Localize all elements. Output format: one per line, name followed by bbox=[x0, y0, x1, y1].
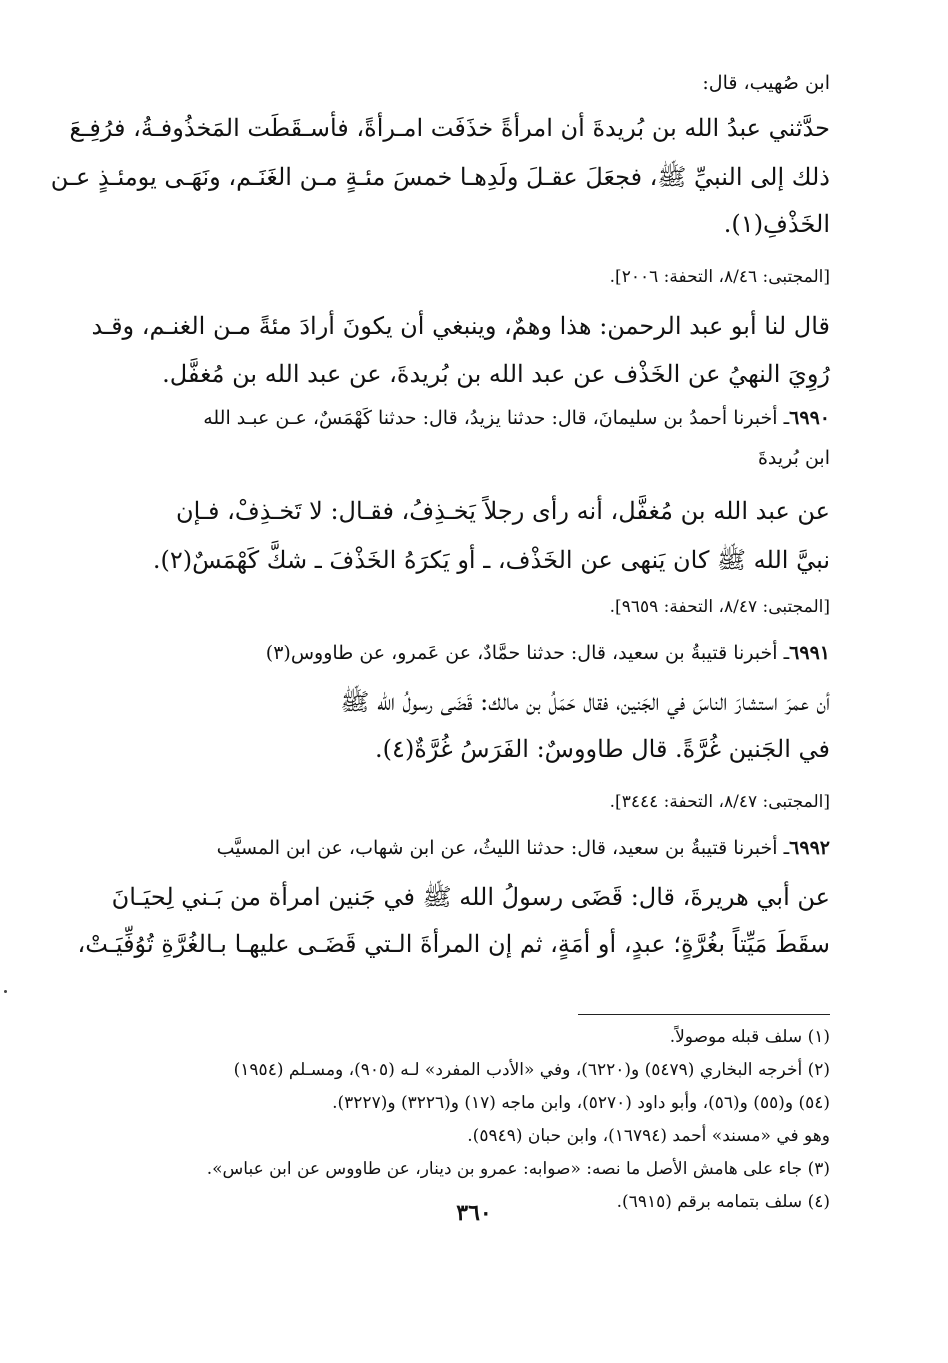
text-line: رُوِيَ النهيُ عن الخَذْف عن عبد الله بن بُريدةَ، عن عبد الله بن مُغفَّل. bbox=[162, 360, 830, 388]
scan-speck bbox=[4, 990, 7, 993]
text-line: عن أبي هريرةَ، قال: قَضَى رسولُ الله ﷺ في جَنين امرأة من بَـني لِحيَـانَ bbox=[111, 883, 830, 911]
text-line: سقَطَ مَيِّتاً بغُرَّةٍ؛ عبدٍ، أو أمَةٍ، ثم إن المرأةَ الـتي قَضَـى عليهـا بـالغُرَّةِ تُوُفِّيَـتْ، bbox=[77, 930, 830, 958]
text-line: ذلك إلى النبيِّ ﷺ، فجعَلَ عقـلَ ولَدِهـا خمسَ مئـةٍ مـن الغَنَـم، ونَهَـى يومئـذٍ عـن bbox=[50, 163, 830, 191]
text-line: عن عبد الله بن مُغفَّل، أنه رأى رجلاً يَخـذِفُ، فقـال: لا تَخـذِفْ، فـإن bbox=[176, 497, 830, 525]
footnote: (١) سلف قبله موصولاً. bbox=[669, 1027, 830, 1047]
page-number: ٣٦٠ bbox=[456, 1200, 492, 1226]
text-line: ابن صُهيب، قال: bbox=[702, 72, 830, 94]
hadith-chain-6991: ٦٩٩١ـ أخبرنا قتيبةُ بن سعيد، قال: حدثنا حمَّادٌ، عن عَمرو، عن طاووس(٣) bbox=[265, 642, 830, 664]
text-line: حدَّثني عبدُ الله بن بُريدةَ أن امرأةً خذَفَت امـرأةً، فأسـقَطَت المَخذُوفـةُ، فرُفِـعَ bbox=[69, 114, 830, 142]
hadith-chain-6990: ٦٩٩٠ـ أخبرنا أحمدُ بن سليمانَ، قال: حدثنا يزيدُ، قال: حدثنا كَهْمَسٌ، عـن عبـد الله bbox=[203, 407, 830, 429]
footnote: (٥٤) و(٥٥) و(٥٦)، وأبو داود (٥٢٧٠)، وابن ماجه (١٧) و(٣٢٢٦) و(٣٢٢٧). bbox=[332, 1093, 830, 1113]
source-reference: [المجتبى: ٨/٤٧، التحفة: ٣٤٤٤]. bbox=[609, 792, 830, 812]
hadith-number: ٦٩٩١ bbox=[789, 642, 830, 664]
source-reference: [المجتبى: ٨/٤٧، التحفة: ٩٦٥٩]. bbox=[609, 597, 830, 617]
footnote-separator bbox=[578, 1014, 830, 1015]
footnote: (٤) سلف بتمامه برقم (٦٩١٥). bbox=[616, 1192, 830, 1212]
text-line: في الجَنين غُرَّةً. قال طاووسٌ: الفَرَسُ غُرَّةٌ(٤). bbox=[375, 735, 830, 763]
text-line: قال لنا أبو عبد الرحمن: هذا وهمٌ، وينبغي أن يكونَ أرادَ مئةً مـن الغنـم، وقـد bbox=[91, 312, 830, 340]
text-line: ابن بُريدةَ bbox=[757, 447, 830, 469]
text-line: الخَذْفِ(١). bbox=[723, 210, 830, 238]
footnote: (٣) جاء على هامش الأصل ما نصه: «صوابه: عمرو بن دينار، عن طاووس عن ابن عباس». bbox=[206, 1159, 830, 1179]
hadith-chain-6992: ٦٩٩٢ـ أخبرنا قتيبةُ بن سعيد، قال: حدثنا الليثُ، عن ابن شهاب، عن ابن المسيَّب bbox=[216, 837, 830, 859]
footnote: وهو في «مسند» أحمد (١٦٧٩٤)، وابن حبان (٥٩٤٩). bbox=[467, 1126, 830, 1146]
source-reference: [المجتبى: ٨/٤٦، التحفة: ٢٠٠٦]. bbox=[609, 267, 830, 287]
hadith-number: ٦٩٩٠ bbox=[789, 407, 830, 429]
text-line: أن عمرَ استشارَ الناسَ في الجَنين، فقال حَمَلُ بن مالك: قَضَى رسولُ الله ﷺ bbox=[340, 688, 830, 716]
text-line: نبيَّ الله ﷺ كان يَنهى عن الخَذْف، ـ أو يَكرَهُ الخَذْفَ ـ شكَّ كَهْمَسٌ(٢). bbox=[152, 546, 830, 574]
hadith-number: ٦٩٩٢ bbox=[789, 837, 830, 859]
footnote: (٢) أخرجه البخاري (٥٤٧٩) و(٦٢٢٠)، وفي «الأدب المفرد» لـه (٩٠٥)، ومسـلم (١٩٥٤) bbox=[233, 1060, 830, 1080]
